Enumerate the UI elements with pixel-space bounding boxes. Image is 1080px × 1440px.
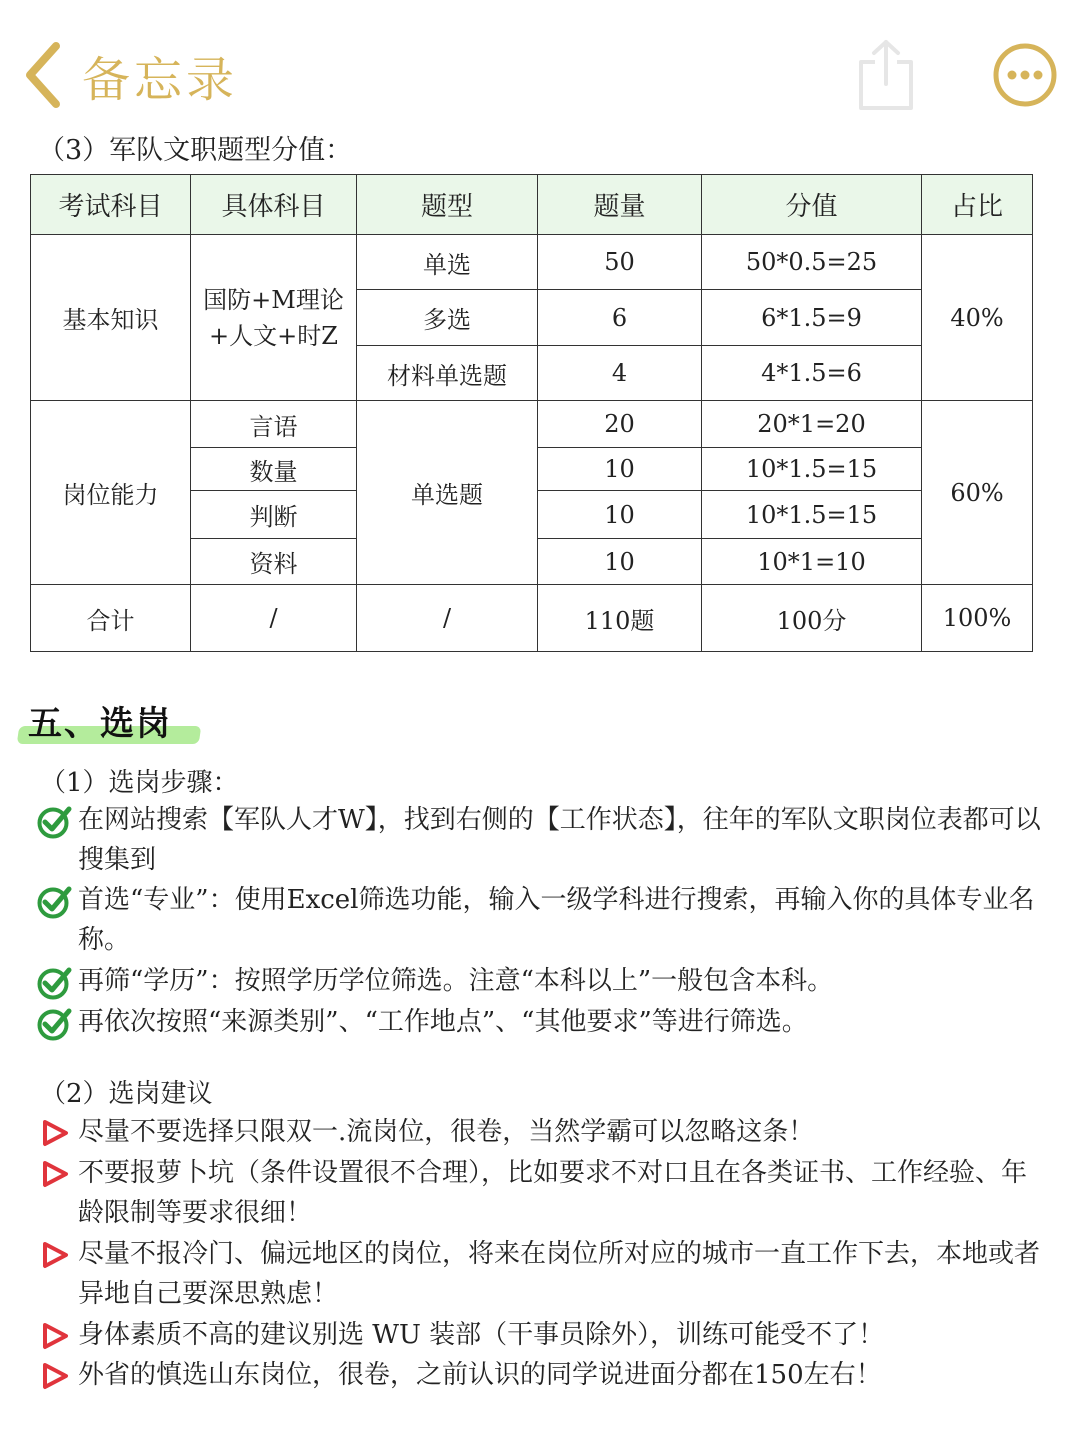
advice-text: 不要报萝卜坑（条件设置很不合理），比如要求不对口且在各类证书、工作经验、年龄限制等要求很细！ bbox=[78, 1158, 1028, 1228]
total-ratio-cell: 100% bbox=[922, 585, 1033, 652]
type-cell: 单选题 bbox=[357, 401, 538, 585]
detail-cell: 判断 bbox=[191, 491, 357, 539]
type-cell: 多选 bbox=[357, 290, 538, 346]
detail-line: +人文+时Z bbox=[209, 321, 338, 350]
list-item bbox=[34, 880, 1054, 960]
more-button[interactable] bbox=[992, 42, 1058, 112]
score-cell: 10*1.5=15 bbox=[702, 448, 922, 491]
check-circle-icon bbox=[34, 804, 74, 840]
list-item bbox=[34, 1112, 1054, 1152]
count-cell: 20 bbox=[538, 401, 702, 448]
warning-triangle-icon bbox=[34, 1319, 74, 1353]
type-cell: 单选 bbox=[357, 235, 538, 290]
table-row bbox=[31, 235, 1033, 290]
score-cell: 50*0.5=25 bbox=[702, 235, 922, 290]
step-text: 首选“专业”：使用Excel筛选功能，输入一级学科进行搜索，再输入你的具体专业名称。 bbox=[78, 885, 1035, 955]
step-text: 在网站搜索【军队人才W】，找到右侧的【工作状态】，往年的军队文职岗位表都可以搜集到 bbox=[78, 805, 1041, 875]
total-detail-cell: / bbox=[191, 585, 357, 652]
detail-line: 国防+M理论 bbox=[203, 285, 344, 314]
step-text: 再筛“学历”：按照学历学位筛选。注意“本科以上”一般包含本科。 bbox=[78, 966, 834, 996]
total-count-cell: 110题 bbox=[538, 585, 702, 652]
detail-cell bbox=[191, 235, 357, 401]
detail-cell: 资料 bbox=[191, 539, 357, 585]
detail-cell: 数量 bbox=[191, 448, 357, 491]
total-label-cell: 合计 bbox=[31, 585, 191, 652]
list-item bbox=[34, 1002, 1054, 1042]
advice-text: 尽量不报冷门、偏远地区的岗位，将来在岗位所对应的城市一直工作下去，本地或者异地自己要深思熟虑！ bbox=[78, 1239, 1041, 1309]
list-item bbox=[34, 1315, 1054, 1355]
back-label: 备忘录 bbox=[82, 51, 239, 108]
advice-text: 尽量不要选择只限双一.流岗位，很卷，当然学霸可以忽略这条！ bbox=[78, 1117, 815, 1147]
type-cell: 材料单选题 bbox=[357, 346, 538, 401]
count-cell: 10 bbox=[538, 491, 702, 539]
list-item bbox=[34, 800, 1054, 880]
step-text: 再依次按照“来源类别”、“工作地点”、“其他要求”等进行筛选。 bbox=[78, 1007, 808, 1037]
list-item bbox=[34, 1153, 1054, 1233]
score-cell: 20*1=20 bbox=[702, 401, 922, 448]
header-cell: 分值 bbox=[702, 175, 922, 235]
advice-text: 身体素质不高的建议别选 WU 装部（干事员除外），训练可能受不了！ bbox=[78, 1320, 885, 1350]
ratio-cell: 40% bbox=[922, 235, 1033, 401]
count-cell: 50 bbox=[538, 235, 702, 290]
count-cell: 10 bbox=[538, 448, 702, 491]
warning-triangle-icon bbox=[34, 1238, 74, 1272]
subject-cell: 岗位能力 bbox=[31, 401, 191, 585]
steps-heading: （1）选岗步骤： bbox=[40, 768, 239, 798]
more-icon bbox=[992, 42, 1058, 108]
nav-bar bbox=[0, 0, 1080, 130]
warning-triangle-icon bbox=[34, 1359, 74, 1393]
header-cell: 题型 bbox=[357, 175, 538, 235]
table-caption: （3）军队文职题型分值： bbox=[38, 135, 353, 166]
list-item bbox=[34, 961, 1054, 1001]
list-item bbox=[34, 1234, 1054, 1314]
score-cell: 6*1.5=9 bbox=[702, 290, 922, 346]
total-type-cell: / bbox=[357, 585, 538, 652]
score-cell: 4*1.5=6 bbox=[702, 346, 922, 401]
warning-triangle-icon bbox=[34, 1157, 74, 1191]
warning-triangle-icon bbox=[34, 1116, 74, 1150]
header-cell: 考试科目 bbox=[31, 175, 191, 235]
count-cell: 10 bbox=[538, 539, 702, 585]
total-score-cell: 100分 bbox=[702, 585, 922, 652]
list-item bbox=[34, 1355, 1054, 1395]
ratio-cell: 60% bbox=[922, 401, 1033, 585]
table-header-row bbox=[31, 175, 1033, 235]
header-cell: 题量 bbox=[538, 175, 702, 235]
score-cell: 10*1=10 bbox=[702, 539, 922, 585]
table-row bbox=[31, 401, 1033, 448]
check-circle-icon bbox=[34, 965, 74, 1001]
count-cell: 4 bbox=[538, 346, 702, 401]
share-button[interactable] bbox=[855, 38, 917, 116]
section-title: 五、选岗 bbox=[28, 704, 172, 744]
subject-cell: 基本知识 bbox=[31, 235, 191, 401]
check-circle-icon bbox=[34, 884, 74, 920]
score-cell: 10*1.5=15 bbox=[702, 491, 922, 539]
back-button[interactable] bbox=[22, 40, 238, 110]
share-icon bbox=[855, 38, 917, 112]
advice-text: 外省的慎选山东岗位，很卷，之前认识的同学说进面分都在150左右！ bbox=[78, 1360, 882, 1390]
chevron-left-icon bbox=[22, 40, 62, 110]
table-total-row bbox=[31, 585, 1033, 652]
score-table bbox=[30, 174, 1033, 652]
header-cell: 占比 bbox=[922, 175, 1033, 235]
count-cell: 6 bbox=[538, 290, 702, 346]
advice-heading: （2）选岗建议 bbox=[40, 1079, 213, 1109]
detail-cell: 言语 bbox=[191, 401, 357, 448]
header-cell: 具体科目 bbox=[191, 175, 357, 235]
section-heading bbox=[28, 696, 172, 745]
check-circle-icon bbox=[34, 1006, 74, 1042]
